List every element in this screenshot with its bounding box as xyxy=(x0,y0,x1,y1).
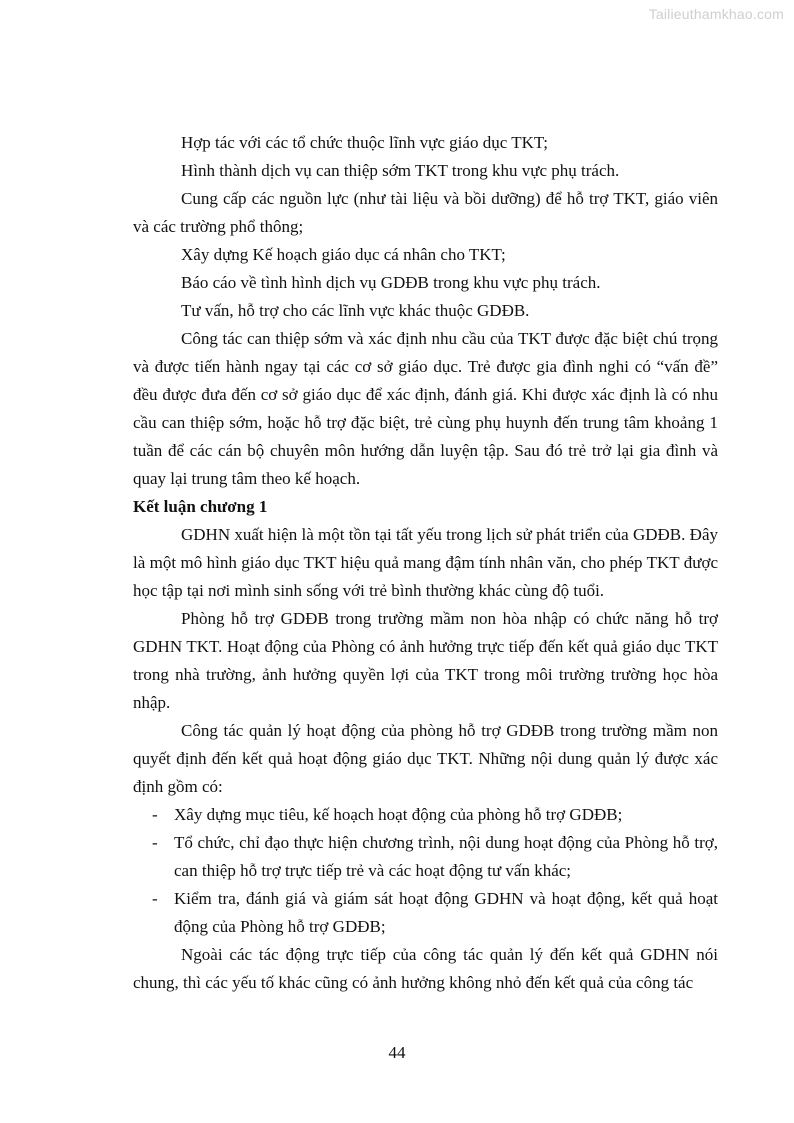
paragraph: Ngoài các tác động trực tiếp của công tác quản lý đến kết quả GDHN nói chung, thì các yếu tố khác cũng có ảnh hưởng không nhỏ đến kết quả của công tác xyxy=(133,945,718,992)
paragraph: Cung cấp các nguồn lực (như tài liệu và bồi dưỡng) để hỗ trợ TKT, giáo viên và các trường phổ thông; xyxy=(133,189,718,236)
bullet-marker: - xyxy=(152,805,158,824)
paragraph: Công tác quản lý hoạt động của phòng hỗ trợ GDĐB trong trường mầm non quyết định đến kết quả hoạt động giáo dục TKT. Những nội dung quản lý được xác định gồm có: xyxy=(133,721,718,796)
bullet-marker: - xyxy=(152,889,158,908)
watermark: Tailieuthamkhao.com xyxy=(648,6,784,22)
paragraph: Phòng hỗ trợ GDĐB trong trường mầm non hòa nhập có chức năng hỗ trợ GDHN TKT. Hoạt động của Phòng có ảnh hưởng trực tiếp đến kết quả giáo dục TKT trong nhà trường, ảnh hưởng quyền lợi của TKT trong môi trường trường học hòa nhập. xyxy=(133,609,718,712)
list-item xyxy=(133,829,718,885)
paragraph: Hợp tác với các tổ chức thuộc lĩnh vực giáo dục TKT; xyxy=(181,133,549,152)
paragraph: Công tác can thiệp sớm và xác định nhu cầu của TKT được đặc biệt chú trọng và được tiến hành ngay tại các cơ sở giáo dục. Trẻ được gia đình nghi có “vấn đề” đều được đưa đến cơ sở giáo dục để xác định, đánh giá. Khi được xác định là có nhu cầu can thiệp sớm, hoặc hỗ trợ đặc biệt, trẻ cùng phụ huynh đến trung tâm khoảng 1 tuần để các cán bộ chuyên môn hướng dẫn luyện tập. Sau đó trẻ trở lại gia đình và quay lại trung tâm theo kế hoạch. xyxy=(133,329,718,488)
paragraph: Hình thành dịch vụ can thiệp sớm TKT trong khu vực phụ trách. xyxy=(181,161,620,180)
page-number: 44 xyxy=(388,1043,406,1062)
list-item xyxy=(133,801,718,829)
paragraph: Báo cáo về tình hình dịch vụ GDĐB trong khu vực phụ trách. xyxy=(181,273,601,292)
section-heading: Kết luận chương 1 xyxy=(133,497,268,516)
list-item xyxy=(133,885,718,941)
paragraph: GDHN xuất hiện là một tồn tại tất yếu trong lịch sử phát triển của GDĐB. Đây là một mô hình giáo dục TKT hiệu quả mang đậm tính nhân văn, cho phép TKT được học tập tại nơi mình sinh sống với trẻ bình thường khác cùng độ tuổi. xyxy=(133,525,718,600)
list-item-text: Kiểm tra, đánh giá và giám sát hoạt động GDHN và hoạt động, kết quả hoạt động của Phòng hỗ trợ GDĐB; xyxy=(174,889,718,936)
list-item-text: Tổ chức, chỉ đạo thực hiện chương trình, nội dung hoạt động của Phòng hỗ trợ, can thiệp hỗ trợ trực tiếp trẻ và các hoạt động tư vấn khác; xyxy=(174,833,718,880)
page-body xyxy=(133,129,718,997)
paragraph: Xây dựng Kế hoạch giáo dục cá nhân cho TKT; xyxy=(181,245,506,264)
paragraph: Tư vấn, hỗ trợ cho các lĩnh vực khác thuộc GDĐB. xyxy=(181,301,530,320)
bullet-marker: - xyxy=(152,833,158,852)
list-item-text: Xây dựng mục tiêu, kế hoạch hoạt động của phòng hỗ trợ GDĐB; xyxy=(174,805,623,824)
